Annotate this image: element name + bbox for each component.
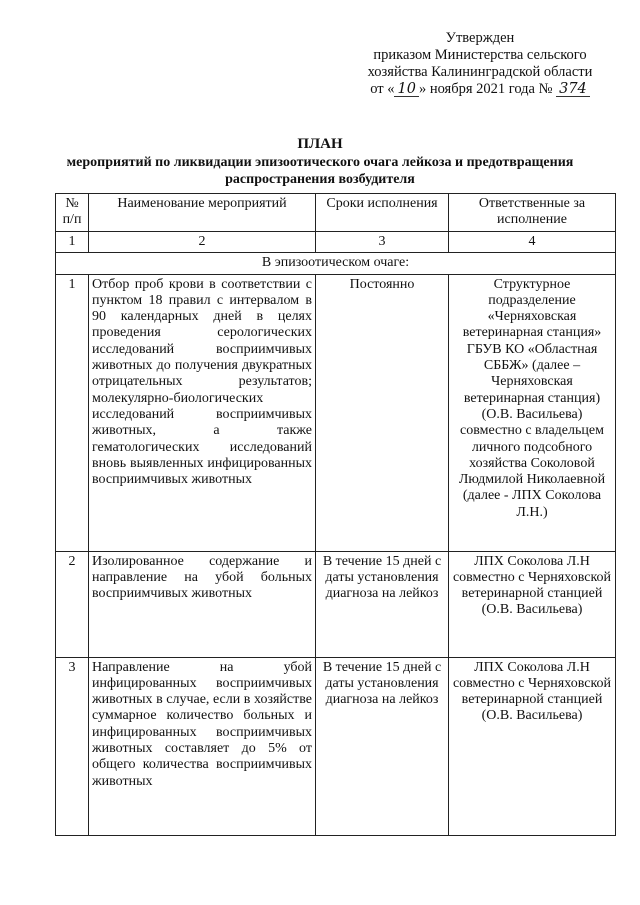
row-name: Изолированное содержание и направление на убой больных восприимчивых животных <box>89 551 316 657</box>
row-term: В течение 15 дней с даты установления диагноза на лейкоз <box>316 657 449 835</box>
handwritten-number: 374 <box>556 82 590 97</box>
row-term: Постоянно <box>316 274 449 551</box>
approval-line-2: приказом Министерства сельского <box>373 47 587 63</box>
date-prefix: от « <box>370 81 395 97</box>
header-term: Сроки исполнения <box>316 194 449 232</box>
col-number: 2 <box>89 232 316 253</box>
column-number-row <box>56 232 616 253</box>
col-number: 1 <box>56 232 89 253</box>
handwritten-day: 10 <box>394 82 418 97</box>
row-name: Отбор проб крови в соответствии с пунктом 18 правил с интервалом в 90 календарных дней в целях проведения серологических исследований восприимчивых животных до получения двукратных отрицательных результатов; молекулярно-биологических исследований восприимчивых животных, а также гематологических исследований вновь выявленных инфицированных восприимчивых животных <box>89 274 316 551</box>
row-term: В течение 15 дней с даты установления диагноза на лейкоз <box>316 551 449 657</box>
header-num: № п/п <box>56 194 89 232</box>
row-name: Направление на убой инфицированных восприимчивых животных в случае, если в хозяйстве суммарное количество больных и инфицированных восприимчивых животных составляет до 5% от общего количества восприимчивых животных <box>89 657 316 835</box>
approval-line-1: Утвержден <box>445 30 515 46</box>
date-middle: » ноября 2021 года № <box>418 81 553 97</box>
col-number: 3 <box>316 232 449 253</box>
table-row <box>56 274 616 551</box>
header-name: Наименование мероприятий <box>89 194 316 232</box>
row-responsible: ЛПХ Соколова Л.Н совместно с Черняховской ветеринарной станцией (О.В. Васильева) <box>449 657 616 835</box>
section-row <box>56 253 616 274</box>
table-row <box>56 551 616 657</box>
plan-table <box>55 193 616 836</box>
row-responsible: Структурное подразделение «Черняховская ветеринарная станция» ГБУВ КО «Областная СББЖ» (далее – Черняховская ветеринарная станция) (О.В. Васильева) совместно с владельцем личного подсобного хозяйства Соколовой Людмилой Николаевной (далее - ЛПХ Соколова Л.Н.) <box>449 274 616 551</box>
table-header-row <box>56 194 616 232</box>
col-number: 4 <box>449 232 616 253</box>
table-row <box>56 657 616 835</box>
document-title: ПЛАН <box>297 136 343 152</box>
row-responsible: ЛПХ Соколова Л.Н совместно с Черняховской ветеринарной станцией (О.В. Васильева) <box>449 551 616 657</box>
row-num: 2 <box>56 551 89 657</box>
header-responsible: Ответственные за исполнение <box>449 194 616 232</box>
approval-date-line <box>350 81 610 98</box>
section-label: В эпизоотическом очаге: <box>56 253 616 274</box>
approval-block <box>350 30 610 98</box>
document-subtitle: мероприятий по ликвидации эпизоотического очага лейкоза и предотвращения распространения возбудителя <box>66 155 574 187</box>
approval-line-3: хозяйства Калининградской области <box>367 64 593 80</box>
row-num: 1 <box>56 274 89 551</box>
row-num: 3 <box>56 657 89 835</box>
